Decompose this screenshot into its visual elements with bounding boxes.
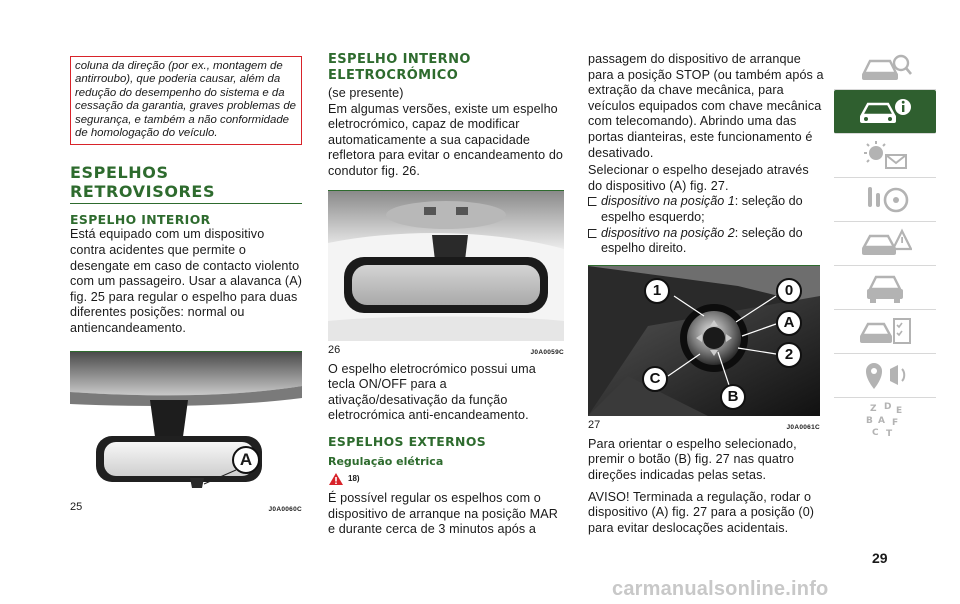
svg-text:A: A (878, 416, 885, 426)
chapter-sidebar (834, 46, 936, 442)
warning-triangle-icon (328, 472, 344, 486)
external-mirrors-title: ESPELHOS EXTERNOS (328, 433, 487, 449)
bullet-marker (588, 229, 597, 238)
page-number: 29 (872, 550, 888, 566)
bullet-italic: dispositivo na posição 2 (601, 225, 735, 240)
figure-26-image (328, 191, 564, 341)
figure-number: 25 (70, 500, 83, 513)
electric-adjust-subtitle: Regulação elétrica (328, 454, 444, 468)
electrochromic-title: ESPELHO INTERNO ELETROCRÓMICO (328, 52, 471, 83)
alphabet-index-icon (858, 401, 912, 439)
svg-text:E: E (896, 406, 903, 416)
figure-26 (328, 190, 564, 356)
steering-tools-icon (858, 183, 912, 217)
car-search-icon (858, 51, 912, 85)
bullet-left (588, 194, 824, 225)
select-mirror-text: Selecionar o espelho desejado através do dispositivo (A) fig. 27. (588, 163, 809, 193)
car-info-icon (856, 95, 914, 129)
svg-text:D: D (884, 402, 892, 412)
svg-text:T: T (886, 429, 893, 439)
notice-text: AVISO! Terminada a regulação, rodar o dispositivo (A) fig. 27 para a posição (0) para evitar deslocações acidentais. (588, 489, 815, 535)
bullet-rest: : seleção do espelho esquerdo; (601, 194, 803, 224)
warning-ref-number: 18) (348, 474, 360, 484)
sidebar-item-maintenance[interactable] (834, 310, 936, 354)
electrochromic-mirror-illustration (328, 191, 564, 341)
svg-text:B: B (866, 416, 873, 426)
column-middle (328, 52, 564, 538)
figure-27-caption (588, 416, 820, 431)
callout-0: 0 (776, 278, 802, 304)
sidebar-item-knowing-car[interactable] (834, 46, 936, 90)
regulation-text: É possível regular os espelhos com o dispositivo de arranque na posição MAR e durante cerca de 3 minutos após a (328, 490, 558, 537)
bullet-marker (588, 197, 597, 206)
column-left (70, 56, 302, 513)
subsection-title: ESPELHO INTERIOR (70, 212, 211, 228)
svg-text:F: F (892, 418, 899, 428)
figure-26-caption (328, 341, 564, 356)
column-right (588, 52, 824, 536)
orient-text: Para orientar o espelho selecionado, premir o botão (B) fig. 27 nas quatro direções indicadas pelas setas. (588, 436, 797, 482)
car-front-icon (858, 271, 912, 305)
sidebar-item-emergency[interactable] (834, 266, 936, 310)
callout-c: C (642, 366, 668, 392)
callout-a: A (232, 446, 260, 474)
car-warning-icon (858, 227, 912, 261)
callout-1: 1 (644, 278, 670, 304)
figure-number: 26 (328, 343, 341, 356)
optional-note: (se presente) (328, 86, 404, 100)
figure-number: 27 (588, 418, 601, 431)
sidebar-item-dashboard[interactable] (834, 134, 936, 178)
light-warning-icon (858, 139, 912, 173)
figure-25 (70, 351, 302, 513)
svg-text:C: C (872, 428, 879, 438)
callout-2: 2 (776, 342, 802, 368)
sidebar-item-getting-started[interactable] (834, 90, 936, 134)
figure-27 (588, 265, 820, 431)
electrochromic-text: Em algumas versões, existe um espelho eletrocrómico, capaz de modificar automaticamente a sua capacidade refletora para evitar o encandeamento do condutor fig. 26. (328, 101, 564, 178)
sidebar-item-safety[interactable] (834, 178, 936, 222)
sidebar-item-starting-driving[interactable] (834, 222, 936, 266)
figure-code: J0A0059C (530, 348, 564, 356)
location-audio-icon (858, 359, 912, 393)
interior-mirror-illustration (70, 352, 302, 498)
figure-code: J0A0060C (268, 505, 302, 513)
continued-text: passagem do dispositivo de arranque para a posição STOP (ou também após a extração da chave mecânica, para veículos equipados com chave mecânica com telecomando). Abrindo uma das portas dianteiras, este funcionamento é desativado. (588, 52, 824, 160)
bullet-italic: dispositivo na posição 1 (601, 194, 735, 209)
bullet-right (588, 226, 824, 257)
warning-reference (328, 472, 360, 486)
warning-text: coluna da direção (por ex., montagem de antirroubo), que poderia causar, além da redução do desempenho do sistema e da cessação da garantia, graves problemas de segurança, e também a não conformidade de homologação do veículo. (75, 60, 296, 140)
bullet-rest: : seleção do espelho direito. (601, 225, 803, 256)
figure-25-caption (70, 498, 302, 513)
section-title: ESPELHOS RETROVISORES (70, 163, 302, 204)
car-checklist-icon (858, 315, 912, 349)
sidebar-item-technical-data[interactable] (834, 354, 936, 398)
onoff-text: O espelho eletrocrómico possui uma tecla ON/OFF para a ativação/desativação da função eletrocrómica anti-encandeamento. (328, 361, 536, 423)
warning-box (70, 56, 302, 145)
svg-text:Z: Z (870, 404, 877, 414)
figure-27-image (588, 266, 820, 416)
callout-b: B (720, 384, 746, 410)
figure-code: J0A0061C (786, 423, 820, 431)
footer-watermark[interactable]: carmanualsonline.info (612, 578, 829, 600)
callout-a: A (776, 310, 802, 336)
figure-25-image (70, 352, 302, 498)
sidebar-item-index[interactable] (834, 398, 936, 442)
interior-mirror-text: Está equipado com um dispositivo contra acidentes que permite o desengate em caso de contacto violento com um passageiro. Usar a alavanca (A) fig. 25 para regular o espelho para duas diferentes posições: normal ou antiencandeamento. (70, 227, 302, 335)
